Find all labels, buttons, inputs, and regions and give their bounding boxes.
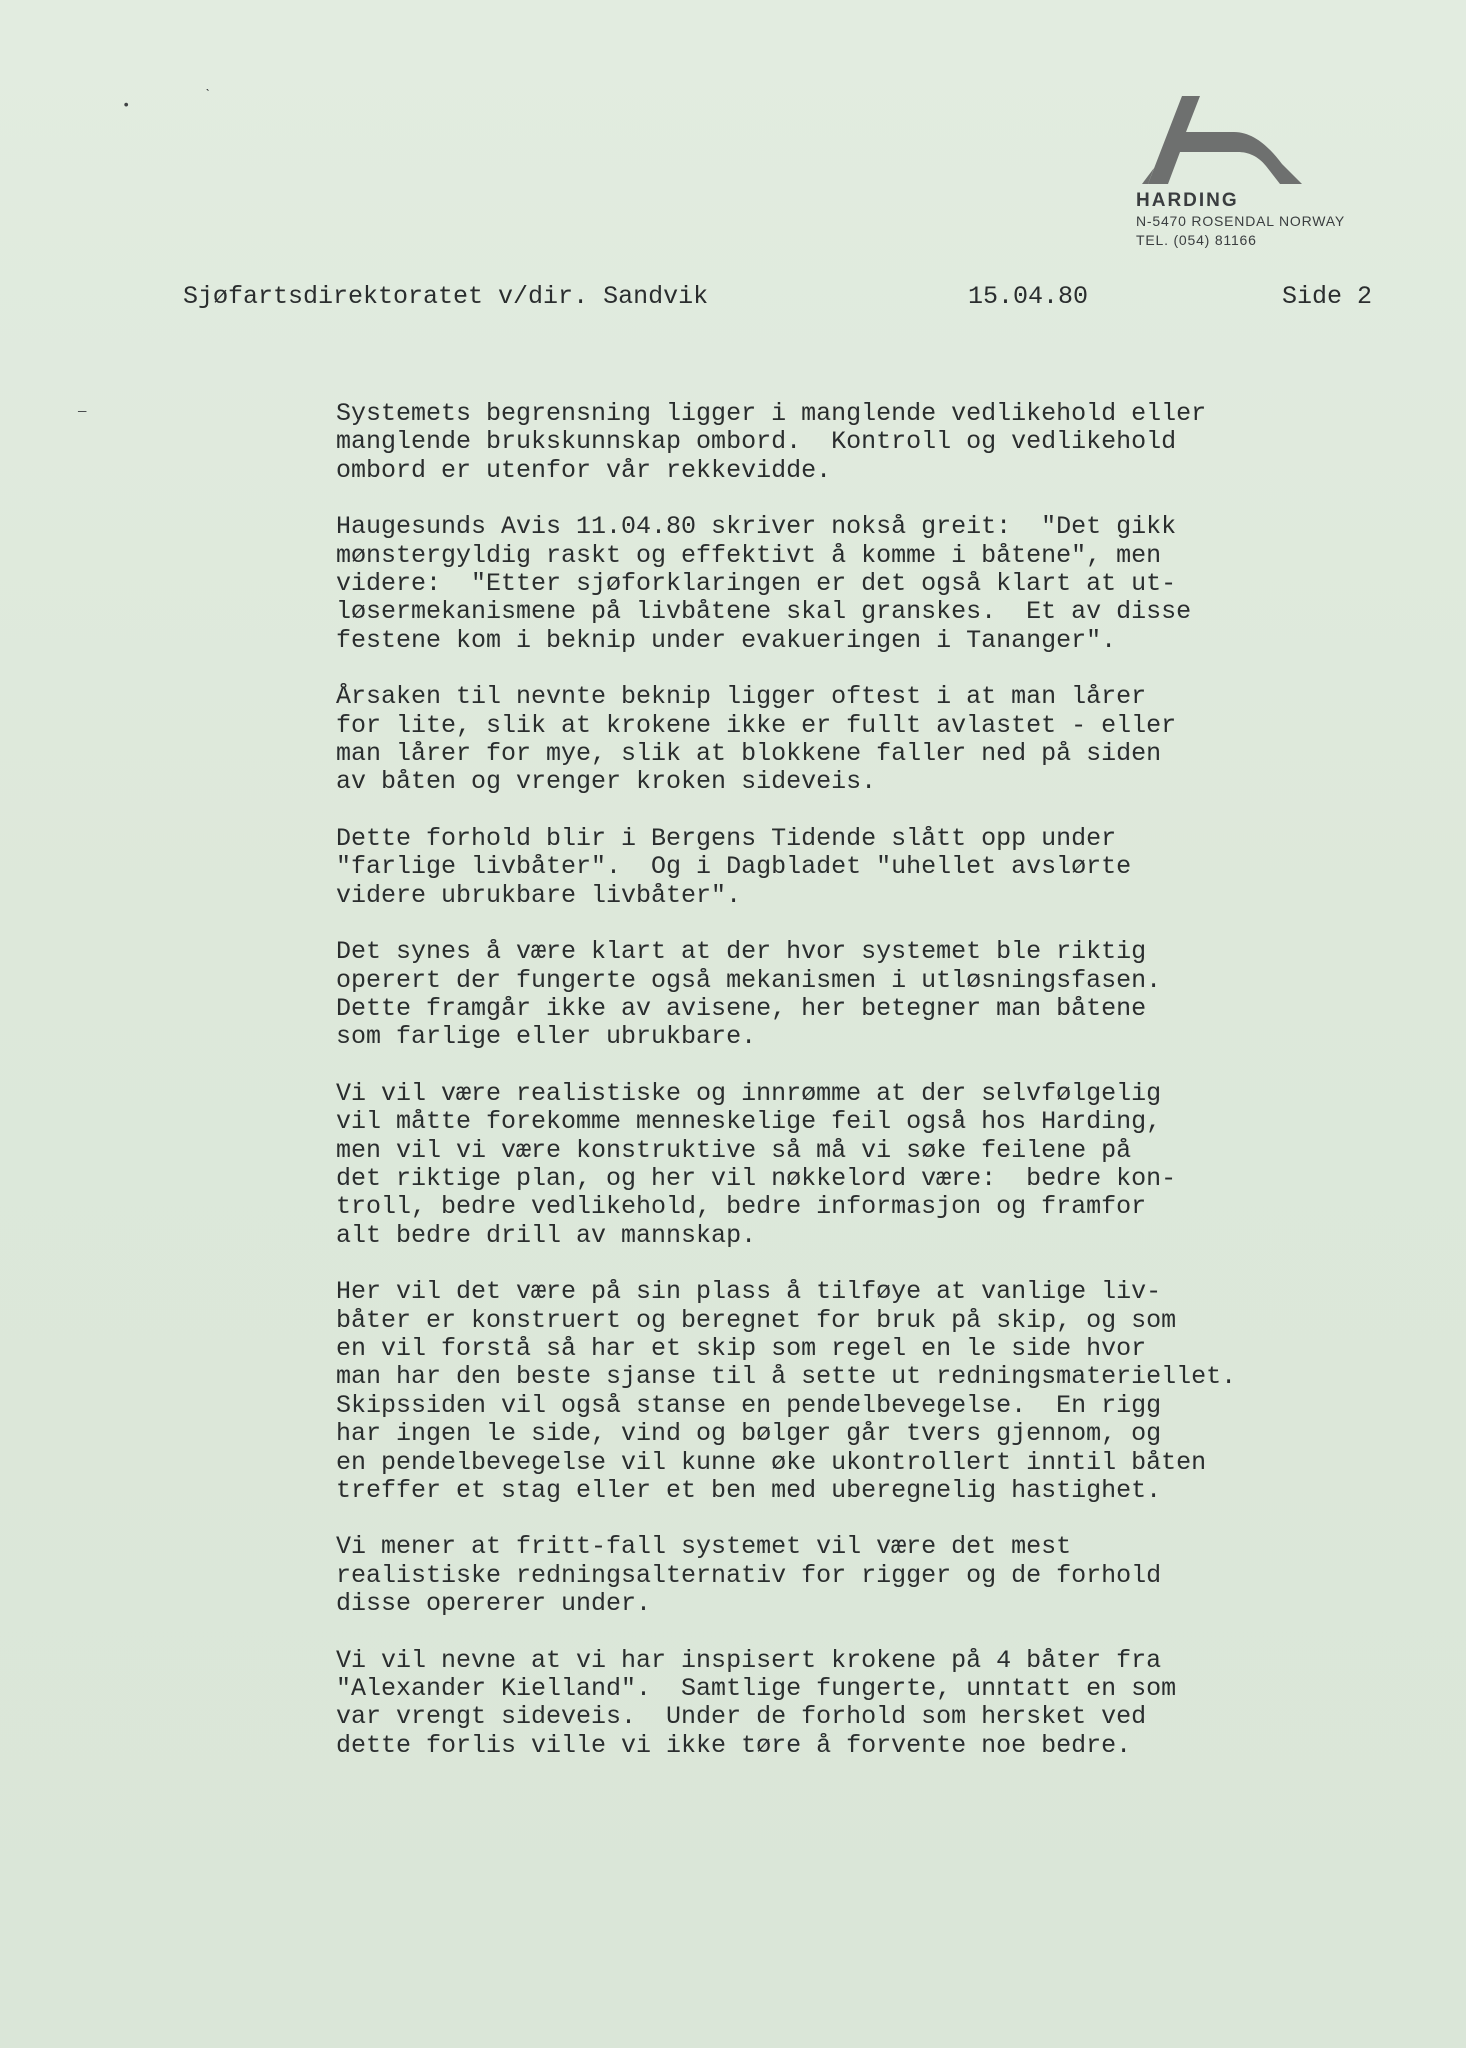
letter-body [336, 400, 1366, 1788]
text-line: Vi vil være realistiske og innrømme at der selvfølgelig [336, 1078, 1162, 1108]
paragraph [336, 400, 1366, 485]
text-line: løsermekanismene på livbåtene skal granskes. Et av disse [336, 597, 1192, 627]
margin-dash: — [78, 404, 87, 420]
text-line: en vil forstå så har et skip som regel en le side hvor [336, 1333, 1147, 1363]
text-line: videre ubrukbare livbåter". [336, 880, 742, 910]
paragraph [336, 938, 1366, 1052]
recipient: Sjøfartsdirektoratet v/dir. Sandvik [183, 282, 709, 311]
paragraph [336, 1080, 1366, 1250]
text-line: mønstergyldig raskt og effektivt å komme i båtene", men [336, 540, 1162, 570]
text-line: dette forlis ville vi ikke tøre å forvente noe bedre. [336, 1730, 1132, 1760]
text-line: Dette framgår ikke av avisene, her betegner man båtene [336, 993, 1147, 1023]
text-line: det riktige plan, og her vil nøkkelord være: bedre kon- [336, 1163, 1177, 1193]
text-line: alt bedre drill av mannskap. [336, 1220, 757, 1250]
page-number: Side 2 [1282, 282, 1373, 311]
harding-logo-icon [1142, 96, 1302, 184]
text-line: båter er konstruert og beregnet for bruk på skip, og som [336, 1305, 1177, 1335]
text-line: av båten og vrenger kroken sideveis. [336, 767, 877, 797]
text-line: treffer et stag eller et ben med uberegnelig hastighet. [336, 1476, 1162, 1505]
margin-dot: • [122, 98, 131, 114]
text-line: Dette forhold blir i Bergens Tidende slått opp under [336, 823, 1117, 853]
text-line: Haugesunds Avis 11.04.80 skriver nokså greit: "Det gikk [336, 512, 1177, 542]
text-line: vil måtte forekomme menneskelige feil også hos Harding, [336, 1107, 1162, 1137]
text-line: men vil vi være konstruktive så må vi søke feilene på [336, 1135, 1132, 1165]
company-telephone: TEL. (054) 81166 [1136, 232, 1257, 248]
paragraph [336, 1647, 1366, 1761]
margin-dot: ˋ [204, 88, 213, 104]
text-line: "Alexander Kielland". Samtlige fungerte, unntatt en som [336, 1674, 1177, 1704]
text-line: har ingen le side, vind og bølger går tvers gjennom, og [336, 1419, 1162, 1449]
text-line: festene kom i beknip under evakueringen i Tananger". [336, 625, 1117, 655]
letter-date: 15.04.80 [968, 282, 1089, 311]
text-line: troll, bedre vedlikehold, bedre informasjon og framfor [336, 1192, 1147, 1222]
paragraph [336, 1278, 1366, 1505]
text-line: realistiske redningsalternativ for rigger og de forhold [336, 1560, 1162, 1590]
paragraph [336, 825, 1366, 910]
company-address: N-5470 ROSENDAL NORWAY [1136, 213, 1345, 229]
text-line: en pendelbevegelse vil kunne øke ukontrollert inntil båten [336, 1447, 1207, 1477]
text-line: Det synes å være klart at der hvor systemet ble riktig [336, 937, 1147, 967]
text-line: Systemets begrensning ligger i manglende vedlikehold eller [336, 399, 1207, 428]
text-line: videre: "Etter sjøforklaringen er det også klart at ut- [336, 569, 1177, 599]
text-line: Her vil det være på sin plass å tilføye at vanlige liv- [336, 1277, 1162, 1307]
company-letterhead [1136, 96, 1386, 250]
text-line: for lite, slik at krokene ikke er fullt avlastet - eller [336, 710, 1177, 740]
paragraph [336, 513, 1366, 655]
text-line: manglende brukskunnskap ombord. Kontroll og vedlikehold [336, 427, 1177, 457]
paragraph [336, 683, 1366, 797]
text-line: ombord er utenfor vår rekkevidde. [336, 455, 832, 485]
text-line: "farlige livbåter". Og i Dagbladet "uhellet avslørte [336, 852, 1132, 882]
text-line: operert der fungerte også mekanismen i utløsningsfasen. [336, 965, 1162, 995]
text-line: var vrengt sideveis. Under de forhold som hersket ved [336, 1702, 1147, 1732]
text-line: Vi mener at fritt-fall systemet vil være det mest [336, 1532, 1072, 1562]
text-line: man har den beste sjanse til å sette ut redningsmateriellet. [336, 1362, 1237, 1392]
text-line: som farlige eller ubrukbare. [336, 1022, 757, 1052]
paragraph [336, 1533, 1366, 1618]
text-line: Årsaken til nevnte beknip ligger oftest i at man lårer [336, 682, 1147, 712]
text-line: Skipssiden vil også stanse en pendelbevegelse. En rigg [336, 1390, 1162, 1420]
letter-header-line [183, 282, 1385, 316]
text-line: disse opererer under. [336, 1589, 652, 1619]
text-line: Vi vil nevne at vi har inspisert krokene på 4 båter fra [336, 1645, 1162, 1675]
text-line: man lårer for mye, slik at blokkene faller ned på siden [336, 739, 1162, 769]
company-name: HARDING [1136, 190, 1239, 211]
